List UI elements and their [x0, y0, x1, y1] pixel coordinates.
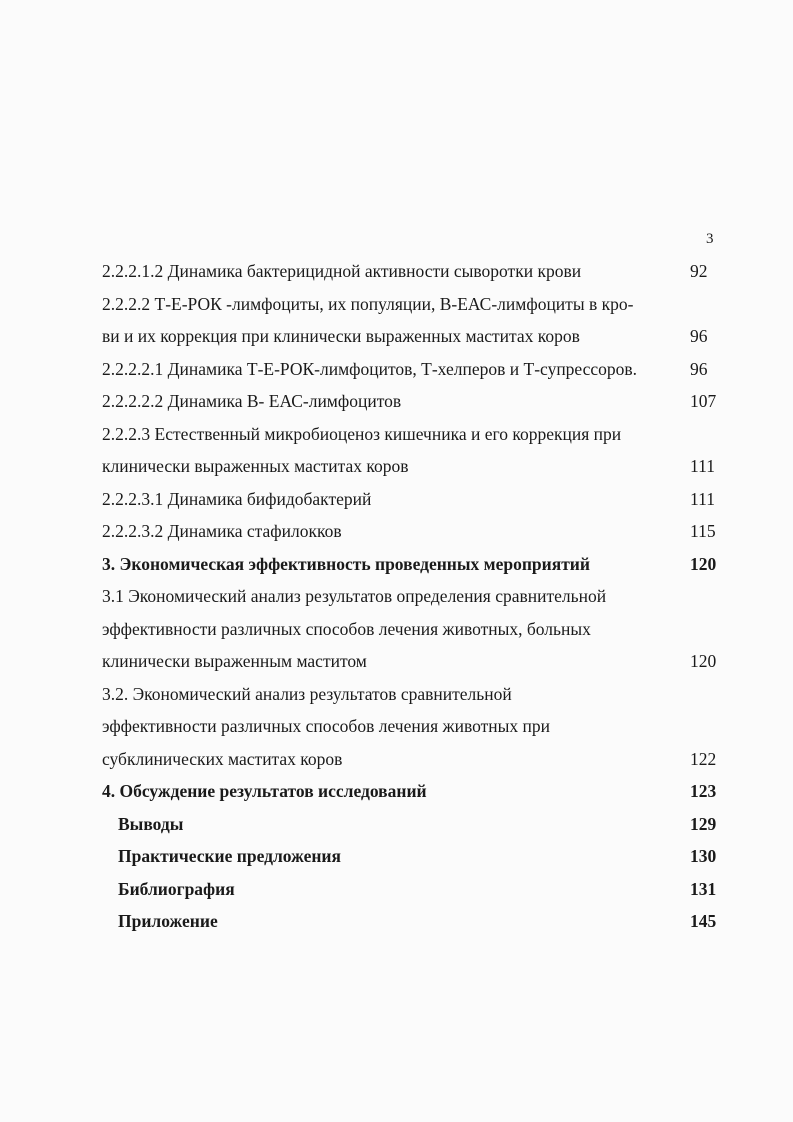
toc-entry: [102, 645, 722, 678]
toc-entry-title: 2.2.2.2.1 Динамика Т-Е-РОК-лимфоцитов, Т-хелперов и Т-супрессоров.: [102, 358, 638, 379]
toc-entry-page: 120: [690, 651, 717, 671]
toc-entry-page: 92: [690, 261, 708, 281]
toc-entry-title: 2.2.2.3 Естественный микробиоценоз кишечника и его коррекция при: [102, 423, 622, 444]
toc-entry: [102, 450, 722, 483]
toc-chapter: [102, 548, 722, 581]
toc-entry-title: 3. Экономическая эффективность проведенных мероприятий: [102, 553, 590, 574]
toc-entry: [102, 353, 722, 386]
toc-entry-page: 96: [690, 326, 708, 346]
toc-entry: [102, 255, 722, 288]
toc-entry: [102, 613, 722, 646]
toc-entry: [102, 580, 722, 613]
toc-entry-title: субклинических маститах коров: [102, 748, 343, 769]
toc-entry-title: клинически выраженным маститом: [102, 651, 367, 671]
toc-entry: [102, 710, 722, 743]
toc-entry-title: Выводы: [118, 813, 184, 834]
toc-entry-title: 3.1 Экономический анализ результатов определения сравнительной: [102, 586, 607, 606]
toc-entry-page: 122: [690, 748, 717, 769]
toc-entry: [102, 385, 722, 418]
toc-entry-title: 4. Обсуждение результатов исследований: [102, 781, 427, 801]
toc-chapter: [102, 873, 722, 906]
toc-entry-page: 120: [690, 553, 717, 574]
toc-chapter: [102, 775, 722, 808]
toc-entry-title: 3.2. Экономический анализ результатов сравнительной: [102, 683, 512, 704]
toc-entry: [102, 678, 722, 711]
toc-chapter: [102, 840, 722, 873]
toc-entry-page: 129: [690, 813, 717, 834]
toc-entry-title: Библиография: [118, 878, 235, 899]
toc-entry: [102, 743, 722, 776]
toc-entry-title: клинически выраженных маститах коров: [102, 456, 409, 476]
toc-entry: [102, 320, 722, 353]
toc-entry-title: ви и их коррекция при клинически выраженных маститах коров: [102, 326, 580, 346]
toc-entry-page: 115: [690, 521, 716, 541]
toc-entry-page: 145: [690, 911, 717, 931]
toc-entry-title: 2.2.2.3.2 Динамика стафилокков: [102, 521, 342, 541]
toc-entry-title: 2.2.2.2 Т-Е-РОК -лимфоциты, их популяции, В-ЕАС-лимфоциты в кро-: [102, 293, 634, 314]
toc-entry-title: эффективности различных способов лечения животных, больных: [102, 618, 591, 639]
toc-chapter: [102, 905, 722, 938]
toc-entry-title: Практические предложения: [118, 846, 341, 866]
toc-entry-page: 107: [690, 391, 717, 411]
toc-entry-page: 130: [690, 846, 717, 866]
toc-entry-title: 2.2.2.3.1 Динамика бифидобактерий: [102, 488, 372, 509]
toc-entry-title: 2.2.2.2.2 Динамика В- ЕАС-лимфоцитов: [102, 391, 402, 411]
toc-entry: [102, 483, 722, 516]
page-number: 3: [706, 231, 714, 247]
toc-chapter: [102, 808, 722, 841]
toc-entry: [102, 418, 722, 451]
toc-entry-page: 123: [690, 781, 717, 801]
toc-entry: [102, 515, 722, 548]
toc-entry-title: 2.2.2.1.2 Динамика бактерицидной активности сыворотки крови: [102, 261, 582, 281]
toc-entry-title: эффективности различных способов лечения животных при: [102, 716, 550, 736]
toc-entry: [102, 288, 722, 321]
toc-entry-page: 96: [690, 358, 708, 379]
toc-entry-title: Приложение: [118, 911, 218, 931]
toc-entry-page: 131: [690, 878, 717, 899]
toc-entry-page: 111: [690, 488, 715, 509]
table-of-contents: [102, 255, 722, 938]
toc-entry-page: 111: [690, 456, 715, 476]
